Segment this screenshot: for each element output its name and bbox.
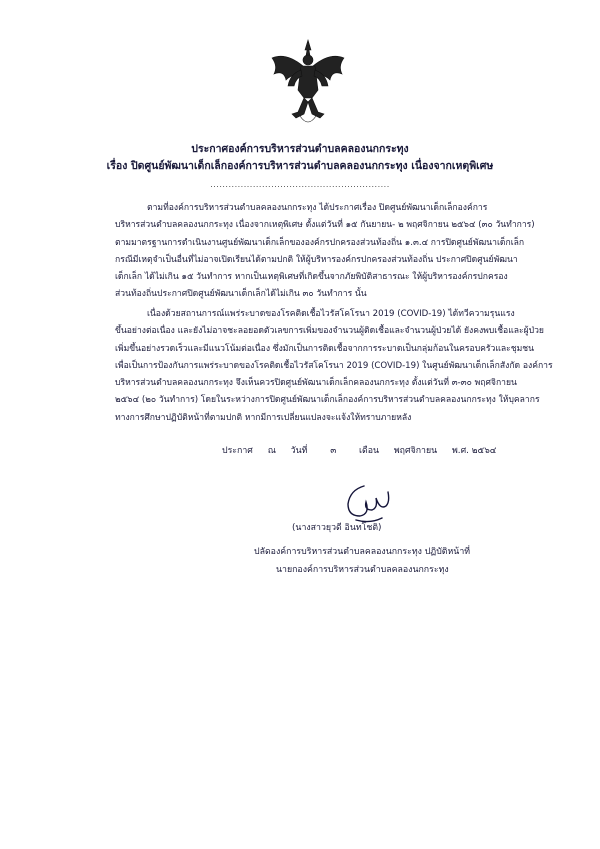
announcement-date [222, 443, 496, 457]
paragraph-1-line: ส่วนท้องถิ่นประกาศปิดศูนย์พัฒนาเด็กเล็กได้ไม่เกิน ๓๐ วันทำการ นั้น [115, 289, 367, 300]
paragraph-2 [115, 306, 553, 427]
paragraph-2-line: เนื่องด้วยสถานการณ์แพร่ระบาดของโรคติดเชื้อไวรัสโคโรนา 2019 (COVID-19) ได้ทวีความรุนแรง [147, 309, 515, 319]
announcement-subject: เรื่อง ปิดศูนย์พัฒนาเด็กเล็กองค์การบริหารส่วนตำบลคลองนกกระทุง เนื่องจากเหตุพิเศษ [106, 160, 494, 172]
garuda-emblem-icon [268, 38, 348, 128]
signer-position-1: ปลัดองค์การบริหารส่วนตำบลคลองนกกระทุง ปฏิบัติหน้าที่ [254, 547, 471, 557]
signer-position-2: นายกองค์การบริหารส่วนตำบลคลองนกกระทุง [276, 565, 449, 575]
date-year: ๒๕๖๔ [471, 446, 497, 456]
paragraph-1-line: ตามที่องค์การบริหารส่วนตำบลคลองนกกระทุง ได้ประกาศเรื่อง ปิดศูนย์พัฒนาเด็กเล็กองค์การ [147, 203, 488, 213]
date-month: พฤศจิกายน [393, 446, 438, 456]
separator: ........................................................... [210, 180, 390, 189]
paragraph-1-line: ตามมาตรฐานการดำเนินงานศูนย์พัฒนาเด็กเล็กขององค์กรปกครองส่วนท้องถิ่น ๑.๓.๔ การปิดศูนย์พัฒนาเด็กเล็ก [115, 237, 525, 248]
paragraph-1-line: กรณีมีเหตุจำเป็นอื่นที่ไม่อาจเปิดเรียนได้ตามปกติ ให้ผู้บริหารองค์กรปกครองส่วนท้องถิ่น ประกาศปิดศูนย์พัฒนา [115, 254, 518, 265]
paragraph-2-line: เพิ่มขึ้นอย่างรวดเร็วและมีแนวโน้มต่อเนื่อง ซึ่งมักเป็นการติดเชื้อจากการระบาดเป็นกลุ่มก้อนในครอบครัวและชุมชน [115, 343, 534, 354]
date-day: ๓ [330, 446, 337, 456]
paragraph-1-line: บริหารส่วนตำบลคลองนกกระทุง เนื่องจากเหตุพิเศษ ตั้งแต่วันที่ ๑๕ กันยายน- ๒ พฤศจิกายน ๒๕๖๔ (๓๐ วันทำการ) [115, 220, 535, 231]
date-day-label: วันที่ [290, 446, 308, 456]
date-label: ประกาศ [222, 446, 253, 456]
announcement-title: ประกาศองค์การบริหารส่วนตำบลคลองนกกระทุง [191, 143, 409, 155]
paragraph-2-line: เพื่อเป็นการป้องกันการแพร่ระบาดของโรคติดเชื้อไวรัสโคโรนา 2019 (COVID-19) ในศูนย์พัฒนาเด็กเล็กสังกัด องค์การ [115, 360, 553, 371]
paragraph-1 [115, 200, 535, 304]
date-year-label: พ.ศ. [451, 446, 469, 456]
paragraph-1-line: เด็กเล็ก ได้ไม่เกิน ๑๕ วันทำการ หากเป็นเหตุพิเศษที่เกิดขึ้นจากภัยพิบัติสาธารณะ ให้ผู้บริหารองค์กรปกครอง [115, 272, 508, 283]
date-month-label: เดือน [359, 446, 380, 456]
paragraph-2-line: ๒๕๖๔ (๒๐ วันทำการ) โดยในระหว่างการปิดศูนย์พัฒนาเด็กเล็กองค์การบริหารส่วนตำบลคลองนกกระทุง ให้บุคลากร [115, 395, 540, 406]
paragraph-2-line: บริหารส่วนตำบลคลองนกกระทุง จึงเห็นควรปิดศูนย์พัฒนาเด็กเล็กคลองนกกระทุง ตั้งแต่วันที่ ๓-๓๐ พฤศจิกายน [115, 378, 517, 389]
paragraph-2-line: ขึ้นอย่างต่อเนื่อง และยังไม่อาจชะลอยอดตัวเลขการเพิ่มของจำนวนผู้ติดเชื้อและจำนวนผู้ป่วยได้ ยังคงพบเชื้อและผู้ป่วย [115, 326, 544, 337]
date-at: ณ [267, 446, 276, 456]
signer-name: (นางสาวยุวดี อินทโชติ) [292, 523, 382, 533]
paragraph-2-line: ทางการศึกษาปฏิบัติหน้าที่ตามปกติ หากมีการเปลี่ยนแปลงจะแจ้งให้ทราบภายหลัง [115, 412, 412, 423]
